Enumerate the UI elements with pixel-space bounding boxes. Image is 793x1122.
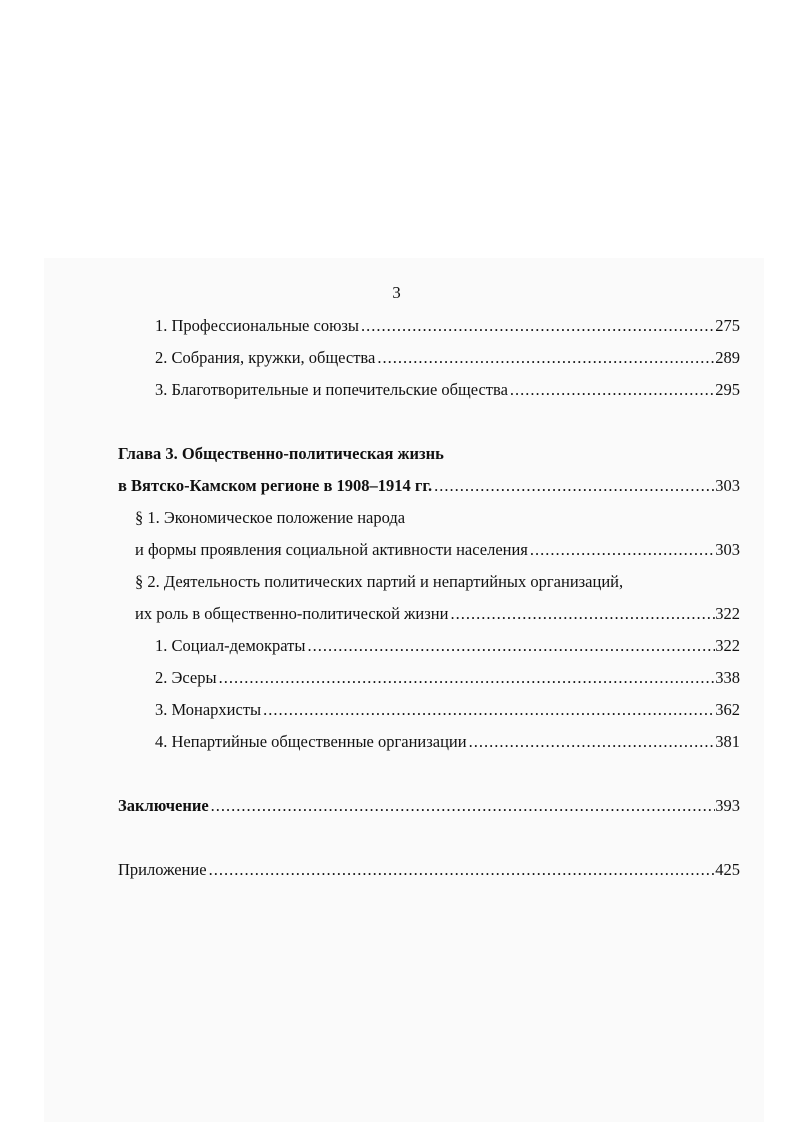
toc-entry-page: 275 — [715, 316, 740, 335]
toc-entry-label: 3. Монархисты — [155, 700, 262, 719]
toc-entry-label: Заключение — [118, 796, 209, 815]
toc-entry-meetings-circles[interactable] — [155, 346, 740, 370]
toc-entry-label: 3. Благотворительные и попечительские общества — [155, 380, 508, 399]
dot-leader — [207, 858, 716, 882]
toc-entry-professional-unions[interactable] — [155, 314, 740, 338]
toc-entry-label: 1. Социал-демократы — [155, 636, 306, 655]
dot-leader — [467, 730, 716, 754]
dot-leader — [432, 474, 715, 498]
toc-entry-page: 393 — [715, 796, 740, 815]
toc-entry-page: 303 — [715, 540, 740, 559]
page-number: 3 — [392, 283, 401, 302]
toc-entry-label: Приложение — [118, 860, 207, 879]
toc-entry-page: 425 — [715, 860, 740, 879]
toc-entry-paragraph-2[interactable] — [135, 602, 740, 626]
toc-entry-page: 338 — [715, 668, 740, 687]
dot-leader — [448, 602, 715, 626]
toc-entry-charity-societies[interactable] — [155, 378, 740, 402]
toc-entry-label: и формы проявления социальной активности населения — [135, 540, 528, 559]
paragraph-1-title-line1: § 1. Экономическое положение народа — [135, 508, 406, 527]
toc-entry-conclusion[interactable] — [118, 794, 740, 818]
toc-entry-socialist-revolutionaries[interactable] — [155, 666, 740, 690]
toc-entry-label: 2. Собрания, кружки, общества — [155, 348, 376, 367]
toc-entry-paragraph-1[interactable] — [135, 538, 740, 562]
toc-entry-page: 289 — [715, 348, 740, 367]
dot-leader — [508, 378, 715, 402]
dot-leader — [261, 698, 715, 722]
toc-entry-monarchists[interactable] — [155, 698, 740, 722]
dot-leader — [217, 666, 716, 690]
dot-leader — [209, 794, 716, 818]
chapter-3-title-line1: Глава 3. Общественно-политическая жизнь — [118, 444, 444, 463]
dot-leader — [528, 538, 715, 562]
toc-entry-page: 322 — [715, 604, 740, 623]
toc-entry-page: 295 — [715, 380, 740, 399]
toc-entry-page: 362 — [715, 700, 740, 719]
toc-entry-chapter-3[interactable] — [118, 474, 740, 498]
toc-entry-appendix[interactable] — [118, 858, 740, 882]
dot-leader — [359, 314, 715, 338]
toc-entry-label: 4. Непартийные общественные организации — [155, 732, 467, 751]
toc-entry-page: 303 — [715, 476, 740, 495]
toc-entry-nonparty-organizations[interactable] — [155, 730, 740, 754]
paragraph-2-title-line1: § 2. Деятельность политических партий и непартийных организаций, — [135, 572, 624, 591]
toc-entry-label: их роль в общественно-политической жизни — [135, 604, 449, 623]
toc-entry-label: 1. Профессиональные союзы — [155, 316, 359, 335]
toc-entry-label: 2. Эсеры — [155, 668, 217, 687]
dot-leader — [375, 346, 715, 370]
toc-entry-label: в Вятско-Камском регионе в 1908–1914 гг. — [118, 476, 433, 495]
toc-entry-page: 381 — [715, 732, 740, 751]
dot-leader — [305, 634, 715, 658]
toc-entry-social-democrats[interactable] — [155, 634, 740, 658]
toc-entry-page: 322 — [715, 636, 740, 655]
